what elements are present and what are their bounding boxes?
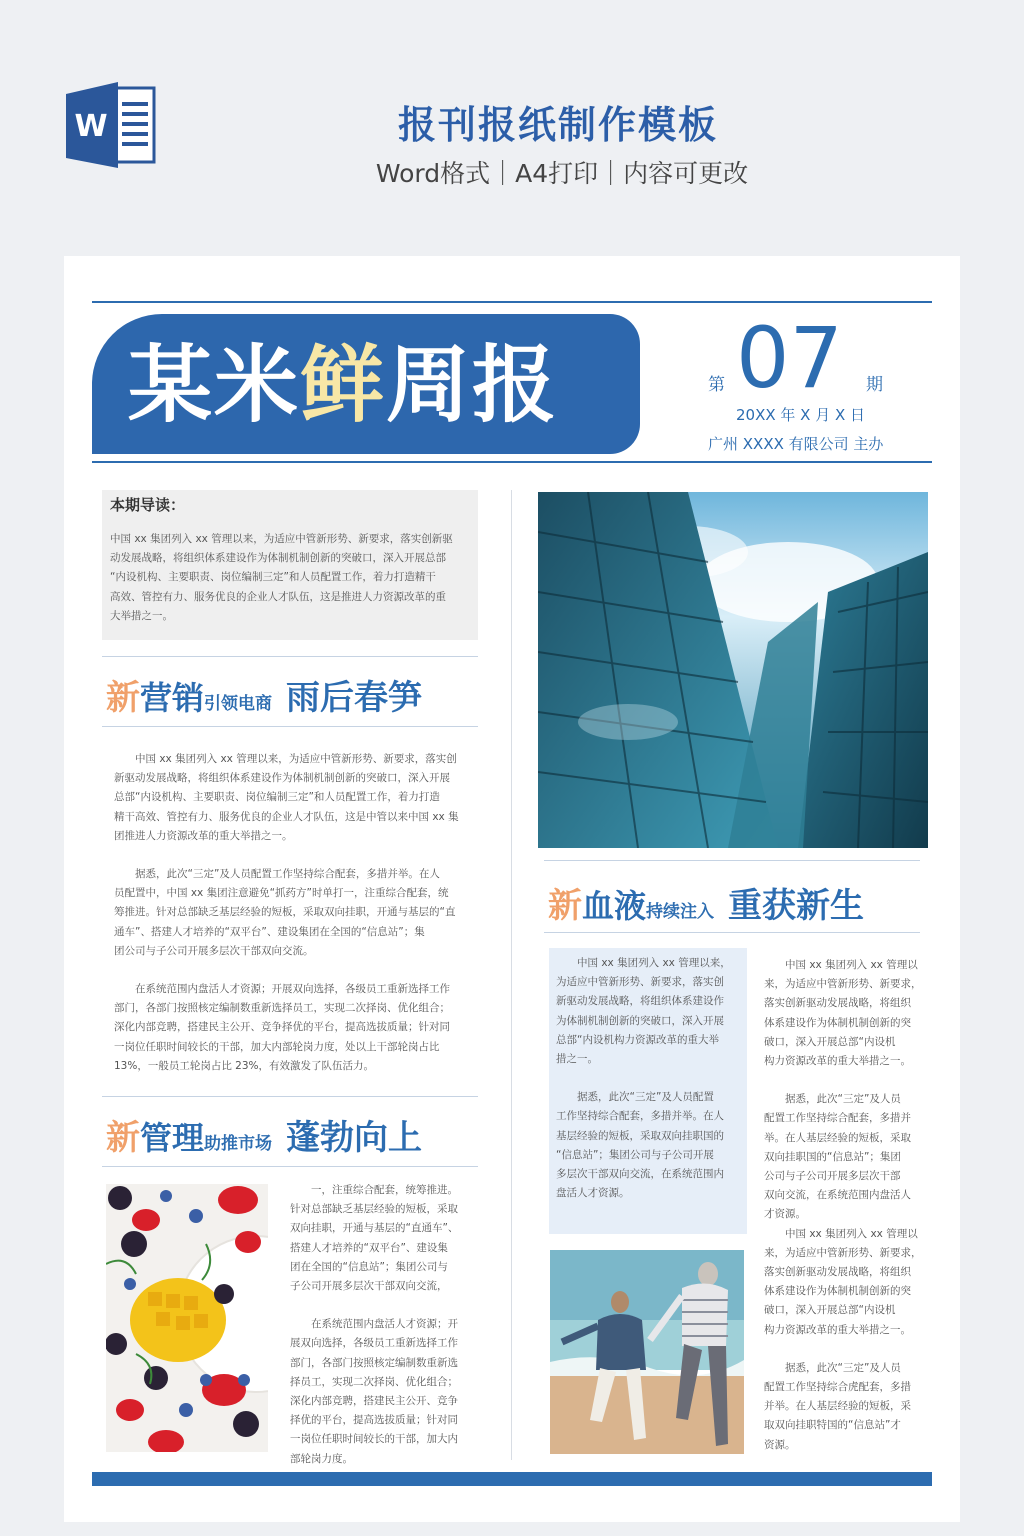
issue-date: 20XX 年 X 月 X 日 — [736, 406, 866, 424]
section3-main: 血液 — [582, 887, 647, 925]
section1-main: 营销 — [140, 679, 205, 717]
masthead-name-highlight: 鲜 — [300, 336, 387, 434]
section2-right: 蓬勃向上 — [286, 1118, 423, 1158]
top-rule — [92, 301, 932, 303]
section1-new: 新 — [106, 678, 140, 718]
lead-line: 大举措之一。 — [110, 609, 173, 622]
beach-couple-photo — [550, 1250, 744, 1454]
section3-top-rule — [544, 860, 920, 861]
masthead-title — [128, 330, 558, 440]
lead-line: “内设机构、主要职责、岗位编制三定”和人员配置工作，着力打造精干 — [110, 571, 436, 584]
skyscraper-photo — [538, 492, 928, 848]
section1-top-rule — [102, 656, 478, 657]
fruit-photo — [106, 1184, 268, 1452]
lead-heading: 本期导读： — [110, 496, 186, 514]
section1-bottom-rule — [102, 726, 478, 727]
section3-box-text: 中国 xx 集团列入 xx 管理以来， 为适应中管新形势、新要求，落实创 新驱动发展战略，将组织体系建设作 为体制机制创新的突破口，深入开展 总部“内设机构力资源改革的重大举 措之一。 据悉，此次“三定”及人员配置 工作坚持综合配套，多措并举。在人 基层经验的短板，采取双向挂职国的 “信息站”；集团公司与子公司开展 多层次干部双向交流，在系统范围内 盘活人才资源。 — [556, 957, 731, 1200]
section2-main: 管理 — [140, 1119, 205, 1157]
masthead-name-part1: 某米 — [128, 336, 301, 434]
section2-title — [106, 1116, 422, 1166]
issue-number: 07 — [736, 309, 843, 407]
issue-suffix: 期 — [866, 375, 883, 395]
section3-right-text: 中国 xx 集团列入 xx 管理以 来，为适应中管新形势、新要求， 落实创新驱动发展战略，将组织 体系建设作为体制机制创新的突 破口，深入开展总部“内设机 构力资源改革的重大举措之一。 据悉，此次“三定”及人员 配置工作坚持综合配套，多措并 举。在人基层经验的短板，采取 双向挂职国的“信息站”；集团 公司与子公司开展多层次干部 双向交流，在系统范围内盘活人 才资源。 中国 xx 集团列入 xx 管理以 来，为适应中管新形势、新要求， 落实创新驱动发展战略，将组织 体系建设作为体制机制创新的突 破口，深入开展总部“内设机 构力资源改革的重大举措之一。 据悉，此次“三定”及人员 配置工作坚持综合虎配套，多措 并举。在人基层经验的短板，采 取双向挂职特国的“信息站”才 资源。 — [764, 959, 922, 1451]
lead-line: 高效、管控有力、服务优良的企业人才队伍，这是推进人力资源改革的重 — [110, 590, 446, 603]
section1-small: 引领电商 — [204, 694, 273, 714]
section2-new: 新 — [106, 1118, 140, 1158]
section3-title — [548, 884, 864, 934]
masthead-bottom-rule — [92, 461, 932, 463]
section3-bottom-rule — [544, 932, 920, 933]
issue-prefix: 第 — [708, 375, 725, 395]
section3-small: 持续注入 — [646, 902, 715, 922]
section1-right: 雨后春笋 — [286, 678, 423, 718]
page-subtitle: Word格式｜A4打印｜内容可更改 — [375, 159, 749, 188]
lead-line: 中国 xx 集团列入 xx 管理以来，为适应中管新形势、新要求，落实创新驱 — [110, 533, 453, 545]
section2-top-rule — [102, 1096, 478, 1097]
section2-small: 助推市场 — [204, 1134, 273, 1154]
column-divider — [511, 490, 512, 1460]
masthead-name-part2: 周报 — [386, 336, 559, 434]
section2-body: 一，注重综合配套，统筹推进。 针对总部缺乏基层经验的短板，采取 双向挂职，开通与基层的“直通车”、 搭建人才培养的“双平台”、建设集 团在全国的“信息站”；集团公司与 子公司开展多层次干部双向交流， 在系统范围内盘活人才资源；开 展双向选择，各级员工重新选择工作 部门，各部门按照核定编制数重新选 择员工，实现二次择岗、优化组合； 深化内部竞聘，搭建民主公开、竞争 择优的平台，提高选拔质量；针对同 一岗位任职时间较长的干部，加大内 部轮岗力度。 — [290, 1184, 459, 1465]
section1-title — [106, 676, 422, 726]
word-logo-letter: W — [74, 109, 108, 144]
section1-body: 中国 xx 集团列入 xx 管理以来，为适应中管新形势、新要求，落实创 新驱动发展战略，将组织体系建设作为体制机制创新的突破口，深入开展 总部“内设机构、主要职责、岗位编制三定”和人员配置工作，着力打造 精干高效、管控有力、服务优良的企业人才队伍，这是中管以来中国 xx 集 团推进人力资源改革的重大举措之一。 据悉，此次“三定”及人员配置工作坚持综合配套，多措并举。在人 员配置中，中国 xx 集团注意避免“抓药方”时单打一，注重综合配套，统 筹推进。针对总部缺乏基层经验的短板，采取双向挂职，开通与基层的“直 通车”、搭建人才培养的“双平台”、建设集团在全国的“信息站”；集 团公司与子公司开展多层次干部双向交流。 在系统范围内盘活人才资源；开展双向选择，各级员工重新选择工作 部门，各部门按照核定编制数重新选择员工，实现二次择岗、优化组合； 深化内部竞聘，搭建民主公开、竞争择优的平台，提高选拔质量；针对同 一岗位任职时间较长的干部，加大内部轮岗力度，处以上干部轮岗占比 13%，一般员工轮岗占比 23%，有效激发了队伍活力。 — [114, 753, 459, 1072]
bottom-bar — [92, 1472, 932, 1486]
section2-bottom-rule — [102, 1166, 478, 1167]
section3-new: 新 — [548, 886, 582, 926]
lead-line: 动发展战略，将组织体系建设作为体制机制创新的突破口，深入开展总部 — [110, 552, 446, 565]
lead-text — [110, 530, 474, 626]
organizer: 广州 XXXX 有限公司 主办 — [708, 435, 884, 453]
section3-right: 重获新生 — [728, 886, 865, 926]
page-title: 报刊报纸制作模板 — [397, 103, 718, 147]
